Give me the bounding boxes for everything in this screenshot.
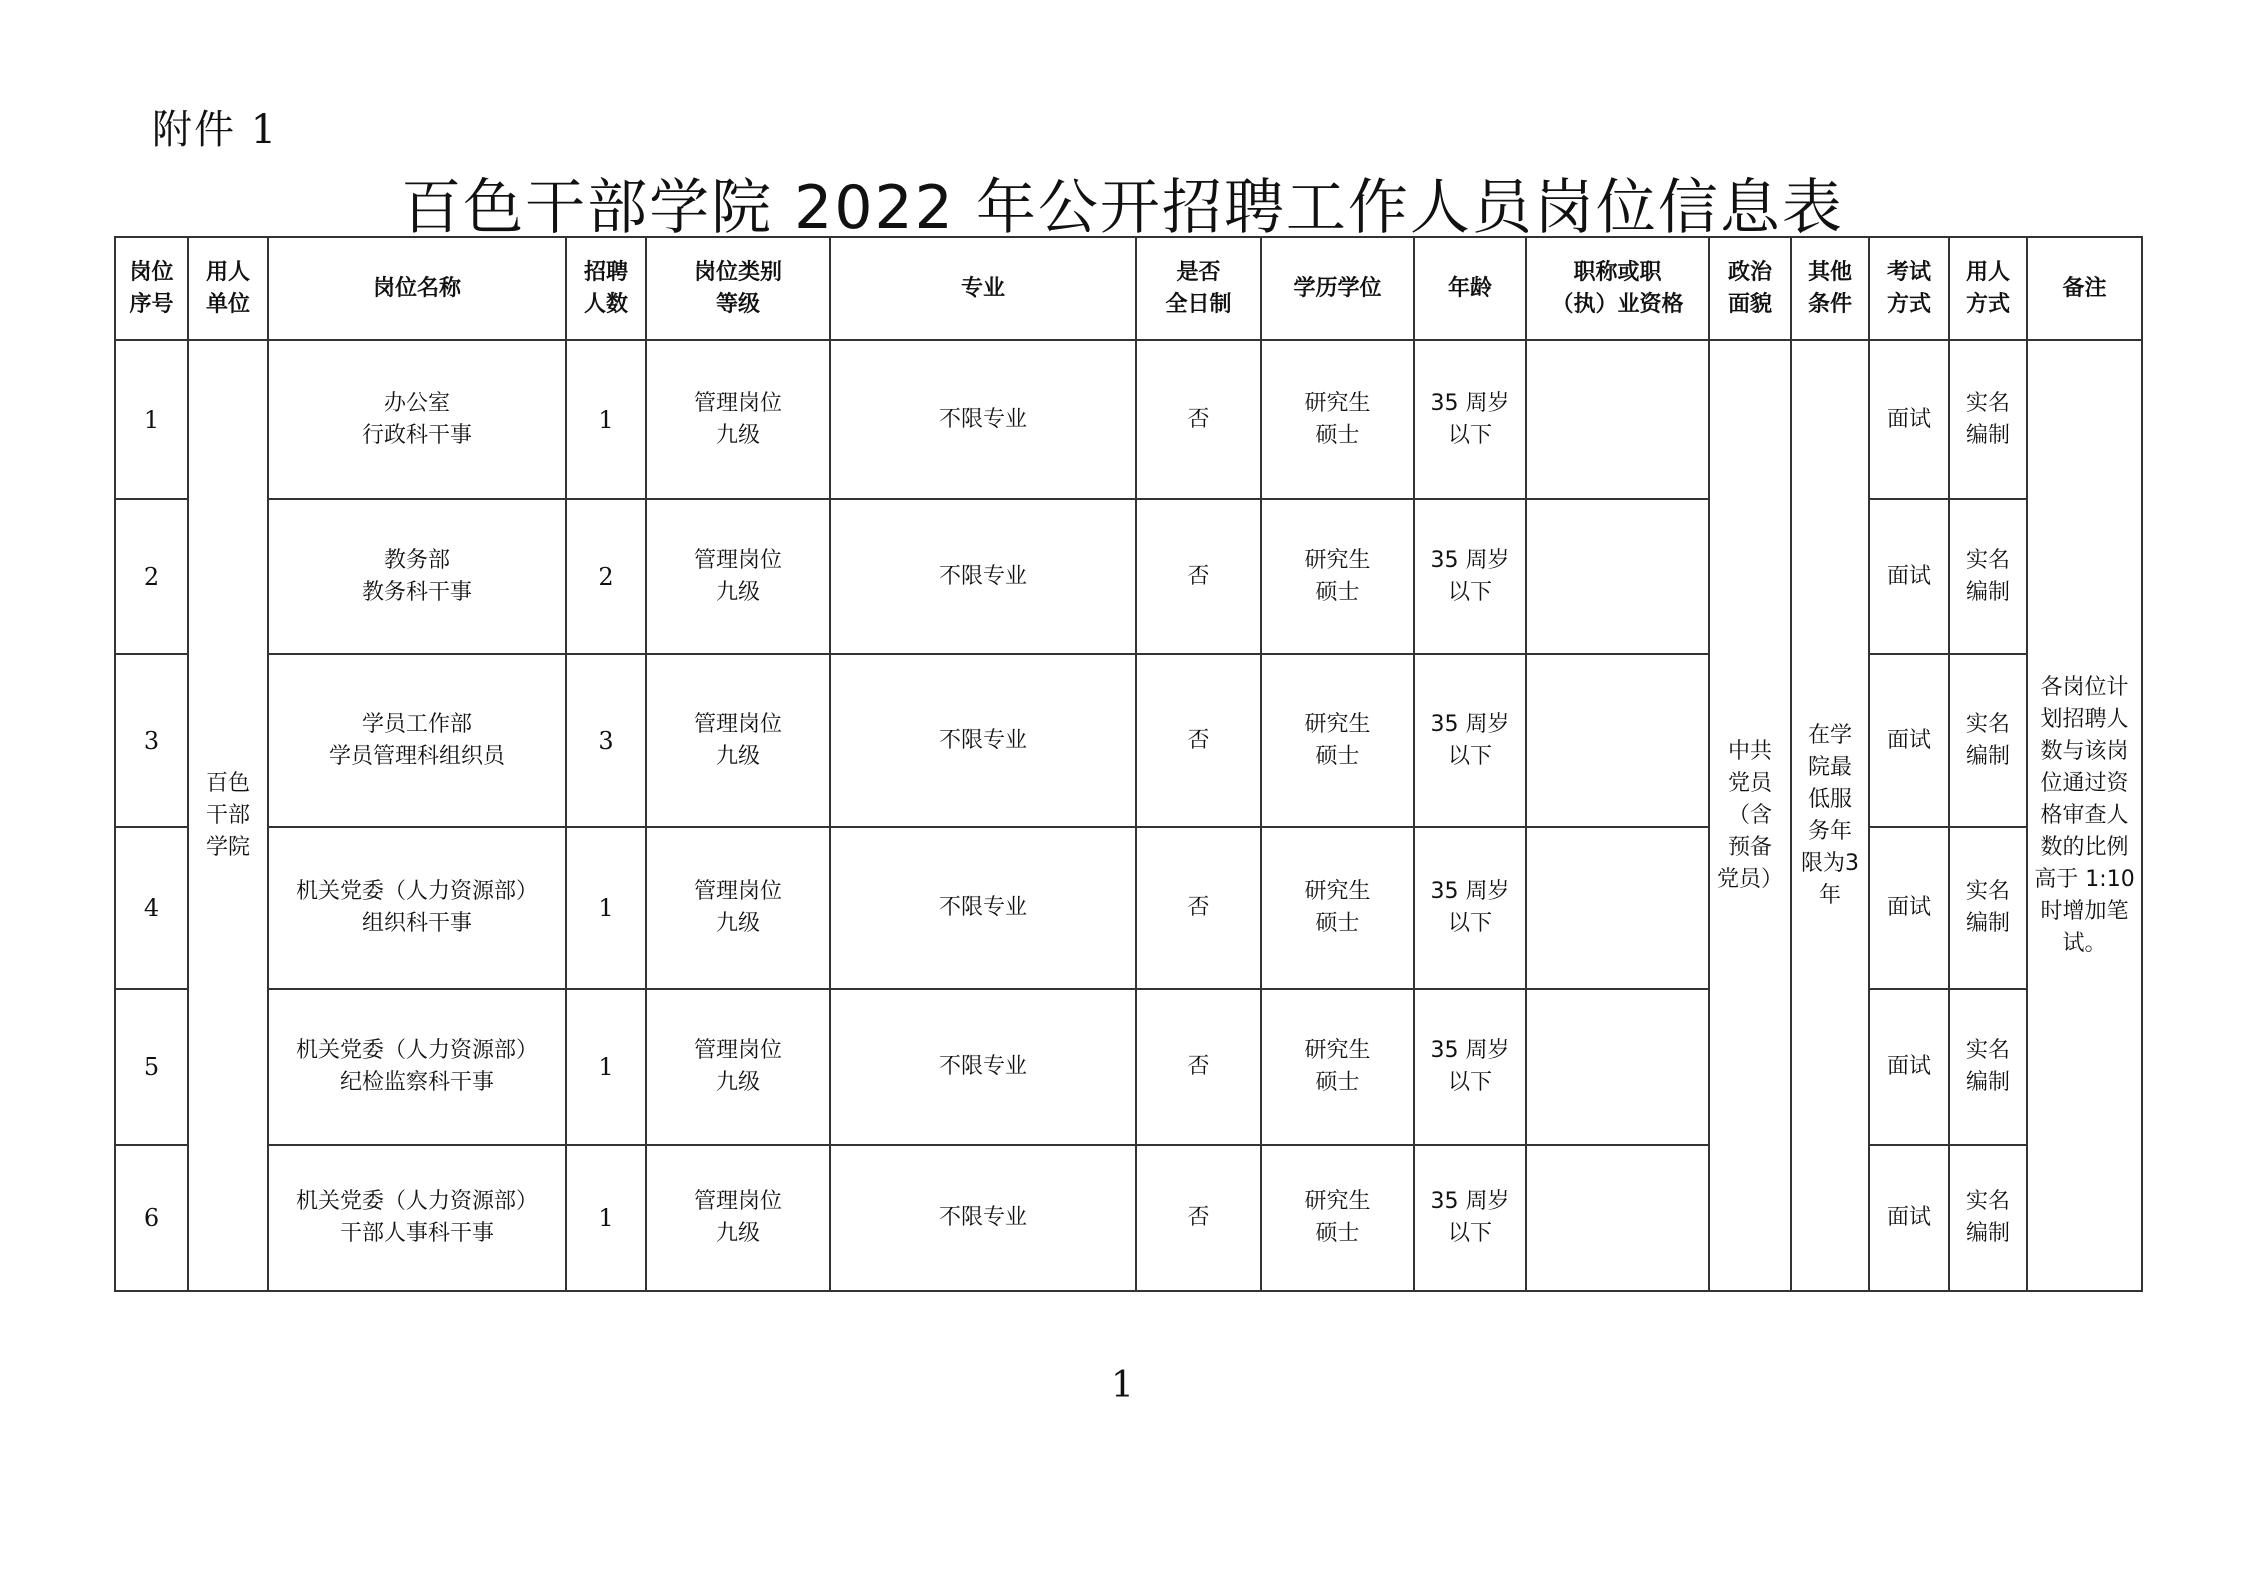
cell-seq: 4 xyxy=(115,827,188,989)
header-exam-method: 考试 方式 xyxy=(1869,237,1949,340)
cell-count: 3 xyxy=(566,654,646,827)
cell-fulltime: 否 xyxy=(1136,1145,1261,1291)
cell-education: 研究生 硕士 xyxy=(1261,654,1414,827)
header-remarks: 备注 xyxy=(2027,237,2142,340)
cell-fulltime: 否 xyxy=(1136,827,1261,989)
cell-seq: 5 xyxy=(115,989,188,1145)
cell-employment-method: 实名 编制 xyxy=(1949,654,2027,827)
cell-major: 不限专业 xyxy=(830,654,1136,827)
cell-qualification xyxy=(1526,654,1709,827)
cell-age: 35 周岁 以下 xyxy=(1414,827,1526,989)
cell-fulltime: 否 xyxy=(1136,989,1261,1145)
cell-category: 管理岗位 九级 xyxy=(646,499,830,654)
cell-major: 不限专业 xyxy=(830,340,1136,499)
cell-education: 研究生 硕士 xyxy=(1261,989,1414,1145)
header-education: 学历学位 xyxy=(1261,237,1414,340)
cell-seq: 6 xyxy=(115,1145,188,1291)
header-political-status: 政治 面貌 xyxy=(1709,237,1791,340)
page-title: 百色干部学院 2022 年公开招聘工作人员岗位信息表 xyxy=(401,173,1844,243)
cell-qualification xyxy=(1526,499,1709,654)
cell-major: 不限专业 xyxy=(830,499,1136,654)
cell-education: 研究生 硕士 xyxy=(1261,1145,1414,1291)
cell-seq: 1 xyxy=(115,340,188,499)
cell-employment-method: 实名 编制 xyxy=(1949,340,2027,499)
cell-employer: 百色 干部 学院 xyxy=(188,340,268,1291)
header-other-conditions: 其他 条件 xyxy=(1791,237,1869,340)
cell-seq: 2 xyxy=(115,499,188,654)
cell-political-status: 中共 党员 （含 预备 党员） xyxy=(1709,340,1791,1291)
cell-count: 1 xyxy=(566,989,646,1145)
cell-fulltime: 否 xyxy=(1136,654,1261,827)
table-row xyxy=(115,340,2142,499)
cell-qualification xyxy=(1526,1145,1709,1291)
header-employer: 用人 单位 xyxy=(188,237,268,340)
header-qualification: 职称或职 （执）业资格 xyxy=(1526,237,1709,340)
cell-category: 管理岗位 九级 xyxy=(646,340,830,499)
cell-category: 管理岗位 九级 xyxy=(646,1145,830,1291)
cell-employment-method: 实名 编制 xyxy=(1949,1145,2027,1291)
cell-position-name: 机关党委（人力资源部） 组织科干事 xyxy=(268,827,566,989)
cell-exam-method: 面试 xyxy=(1869,989,1949,1145)
cell-qualification xyxy=(1526,340,1709,499)
cell-major: 不限专业 xyxy=(830,1145,1136,1291)
header-fulltime: 是否 全日制 xyxy=(1136,237,1261,340)
header-count: 招聘 人数 xyxy=(566,237,646,340)
cell-exam-method: 面试 xyxy=(1869,1145,1949,1291)
cell-education: 研究生 硕士 xyxy=(1261,827,1414,989)
cell-age: 35 周岁 以下 xyxy=(1414,499,1526,654)
cell-category: 管理岗位 九级 xyxy=(646,827,830,989)
cell-employment-method: 实名 编制 xyxy=(1949,827,2027,989)
cell-exam-method: 面试 xyxy=(1869,340,1949,499)
header-major: 专业 xyxy=(830,237,1136,340)
cell-remarks: 各岗位计 划招聘人 数与该岗 位通过资 格审查人 数的比例 高于 1:10 时增加笔 试。 xyxy=(2027,340,2142,1291)
cell-major: 不限专业 xyxy=(830,827,1136,989)
page-number: 1 xyxy=(1111,1365,1134,1406)
cell-age: 35 周岁 以下 xyxy=(1414,340,1526,499)
cell-count: 1 xyxy=(566,827,646,989)
cell-employment-method: 实名 编制 xyxy=(1949,989,2027,1145)
cell-education: 研究生 硕士 xyxy=(1261,499,1414,654)
cell-education: 研究生 硕士 xyxy=(1261,340,1414,499)
cell-category: 管理岗位 九级 xyxy=(646,989,830,1145)
cell-seq: 3 xyxy=(115,654,188,827)
header-age: 年龄 xyxy=(1414,237,1526,340)
cell-count: 1 xyxy=(566,1145,646,1291)
header-row xyxy=(115,237,2142,340)
cell-employment-method: 实名 编制 xyxy=(1949,499,2027,654)
cell-major: 不限专业 xyxy=(830,989,1136,1145)
header-seq: 岗位 序号 xyxy=(115,237,188,340)
cell-position-name: 机关党委（人力资源部） 干部人事科干事 xyxy=(268,1145,566,1291)
cell-position-name: 机关党委（人力资源部） 纪检监察科干事 xyxy=(268,989,566,1145)
cell-age: 35 周岁 以下 xyxy=(1414,1145,1526,1291)
cell-fulltime: 否 xyxy=(1136,340,1261,499)
cell-age: 35 周岁 以下 xyxy=(1414,989,1526,1145)
cell-age: 35 周岁 以下 xyxy=(1414,654,1526,827)
header-category: 岗位类别 等级 xyxy=(646,237,830,340)
header-employment-method: 用人 方式 xyxy=(1949,237,2027,340)
cell-count: 2 xyxy=(566,499,646,654)
cell-category: 管理岗位 九级 xyxy=(646,654,830,827)
attachment-label: 附件 1 xyxy=(152,107,279,153)
cell-fulltime: 否 xyxy=(1136,499,1261,654)
cell-exam-method: 面试 xyxy=(1869,499,1949,654)
cell-position-name: 学员工作部 学员管理科组织员 xyxy=(268,654,566,827)
cell-other-conditions: 在学 院最 低服 务年 限为3 年 xyxy=(1791,340,1869,1291)
cell-position-name: 办公室 行政科干事 xyxy=(268,340,566,499)
position-info-table xyxy=(114,236,2143,1292)
cell-exam-method: 面试 xyxy=(1869,827,1949,989)
cell-position-name: 教务部 教务科干事 xyxy=(268,499,566,654)
header-position-name: 岗位名称 xyxy=(268,237,566,340)
cell-count: 1 xyxy=(566,340,646,499)
cell-qualification xyxy=(1526,989,1709,1145)
cell-exam-method: 面试 xyxy=(1869,654,1949,827)
cell-qualification xyxy=(1526,827,1709,989)
